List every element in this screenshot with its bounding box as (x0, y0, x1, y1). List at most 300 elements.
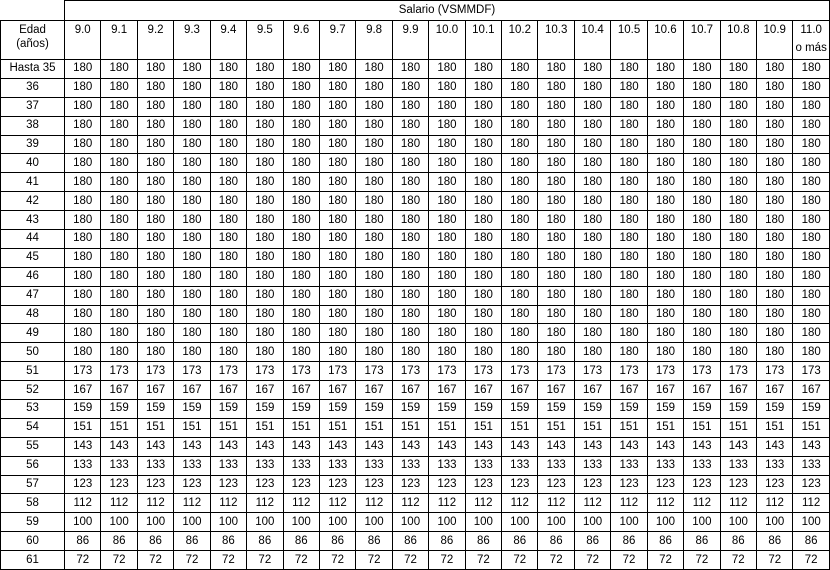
value-cell: 180 (684, 230, 720, 249)
value-cell: 173 (611, 362, 647, 381)
value-cell: 180 (720, 97, 756, 116)
value-cell: 180 (247, 248, 283, 267)
value-cell: 151 (538, 418, 574, 437)
salary-column-label: 9.3 (183, 24, 200, 36)
value-cell: 180 (465, 211, 501, 230)
value-cell: 180 (757, 230, 793, 249)
value-cell: 159 (611, 400, 647, 419)
age-cell: 44 (1, 230, 65, 249)
age-cell: Hasta 35 (1, 60, 65, 79)
value-cell: 167 (538, 381, 574, 400)
value-cell: 180 (101, 135, 137, 154)
table-row (1, 400, 830, 419)
value-cell: 159 (465, 400, 501, 419)
value-cell: 123 (319, 475, 355, 494)
value-cell: 180 (65, 60, 101, 79)
value-cell: 180 (611, 286, 647, 305)
value-cell: 180 (611, 97, 647, 116)
value-cell: 173 (101, 362, 137, 381)
value-cell: 180 (611, 343, 647, 362)
value-cell: 180 (137, 60, 173, 79)
value-cell: 180 (793, 267, 829, 286)
value-cell: 133 (720, 456, 756, 475)
value-cell: 173 (247, 362, 283, 381)
value-cell: 180 (137, 173, 173, 192)
value-cell: 100 (283, 513, 319, 532)
value-cell: 180 (538, 230, 574, 249)
value-cell: 133 (356, 456, 392, 475)
value-cell: 100 (465, 513, 501, 532)
value-cell: 180 (684, 116, 720, 135)
value-cell: 173 (392, 362, 428, 381)
value-cell: 180 (319, 135, 355, 154)
value-cell: 180 (65, 135, 101, 154)
value-cell: 173 (720, 362, 756, 381)
value-cell: 180 (283, 305, 319, 324)
value-cell: 123 (574, 475, 610, 494)
value-cell: 167 (210, 381, 246, 400)
value-cell: 180 (392, 154, 428, 173)
salary-column-header (429, 21, 465, 60)
value-cell: 173 (429, 362, 465, 381)
value-cell: 180 (720, 305, 756, 324)
salary-column-label: 10.2 (508, 24, 531, 36)
value-cell: 72 (647, 551, 683, 570)
value-cell: 180 (101, 97, 137, 116)
value-cell: 180 (392, 286, 428, 305)
age-cell: 54 (1, 418, 65, 437)
value-cell: 180 (502, 173, 538, 192)
value-cell: 167 (465, 381, 501, 400)
value-cell: 180 (574, 343, 610, 362)
value-cell: 180 (574, 173, 610, 192)
value-cell: 180 (137, 324, 173, 343)
value-cell: 180 (647, 116, 683, 135)
value-cell: 180 (137, 343, 173, 362)
value-cell: 180 (429, 60, 465, 79)
value-cell: 180 (684, 211, 720, 230)
age-cell: 37 (1, 97, 65, 116)
salary-column-header (65, 21, 101, 60)
value-cell: 180 (65, 286, 101, 305)
value-cell: 180 (174, 60, 210, 79)
value-cell: 180 (502, 60, 538, 79)
value-cell: 180 (101, 343, 137, 362)
value-cell: 123 (684, 475, 720, 494)
value-cell: 167 (574, 381, 610, 400)
value-cell: 180 (574, 305, 610, 324)
value-cell: 180 (720, 173, 756, 192)
value-cell: 180 (429, 305, 465, 324)
salary-column-label: 9.9 (402, 24, 419, 36)
age-cell: 47 (1, 286, 65, 305)
value-cell: 180 (283, 60, 319, 79)
value-cell: 180 (574, 60, 610, 79)
salary-column-label: 10.4 (581, 24, 604, 36)
value-cell: 180 (356, 305, 392, 324)
value-cell: 180 (429, 154, 465, 173)
value-cell: 123 (793, 475, 829, 494)
value-cell: 133 (247, 456, 283, 475)
value-cell: 123 (356, 475, 392, 494)
value-cell: 180 (210, 248, 246, 267)
value-cell: 143 (356, 437, 392, 456)
value-cell: 100 (247, 513, 283, 532)
salary-column-header (611, 21, 647, 60)
value-cell: 180 (429, 97, 465, 116)
value-cell: 180 (684, 135, 720, 154)
value-cell: 180 (356, 343, 392, 362)
value-cell: 180 (319, 78, 355, 97)
value-cell: 159 (757, 400, 793, 419)
value-cell: 167 (793, 381, 829, 400)
value-cell: 180 (319, 154, 355, 173)
value-cell: 173 (538, 362, 574, 381)
value-cell: 100 (574, 513, 610, 532)
value-cell: 167 (720, 381, 756, 400)
value-cell: 180 (356, 286, 392, 305)
salary-column-header (502, 21, 538, 60)
value-cell: 143 (793, 437, 829, 456)
value-cell: 151 (101, 418, 137, 437)
value-cell: 180 (283, 286, 319, 305)
value-cell: 151 (319, 418, 355, 437)
value-cell: 180 (429, 343, 465, 362)
value-cell: 86 (793, 532, 829, 551)
table-row (1, 286, 830, 305)
value-cell: 180 (247, 343, 283, 362)
salary-column-header (137, 21, 173, 60)
value-cell: 180 (684, 97, 720, 116)
value-cell: 180 (283, 248, 319, 267)
value-cell: 180 (174, 97, 210, 116)
value-cell: 180 (465, 305, 501, 324)
value-cell: 180 (174, 135, 210, 154)
age-cell: 60 (1, 532, 65, 551)
value-cell: 180 (137, 192, 173, 211)
value-cell: 180 (538, 343, 574, 362)
value-cell: 123 (137, 475, 173, 494)
value-cell: 180 (429, 267, 465, 286)
value-cell: 180 (465, 192, 501, 211)
salary-column-label: 9.4 (220, 24, 237, 36)
value-cell: 180 (793, 154, 829, 173)
value-cell: 180 (574, 192, 610, 211)
value-cell: 180 (720, 116, 756, 135)
value-cell: 180 (757, 135, 793, 154)
value-cell: 112 (319, 494, 355, 513)
value-cell: 180 (101, 267, 137, 286)
value-cell: 180 (137, 78, 173, 97)
value-cell: 180 (465, 60, 501, 79)
salary-column-label: 10.0 (435, 24, 459, 36)
value-cell: 143 (720, 437, 756, 456)
value-cell: 180 (793, 343, 829, 362)
value-cell: 86 (720, 532, 756, 551)
value-cell: 180 (720, 230, 756, 249)
value-cell: 180 (283, 173, 319, 192)
value-cell: 86 (538, 532, 574, 551)
value-cell: 180 (356, 192, 392, 211)
value-cell: 180 (392, 305, 428, 324)
age-cell: 49 (1, 324, 65, 343)
value-cell: 180 (101, 154, 137, 173)
age-cell: 41 (1, 173, 65, 192)
value-cell: 180 (356, 97, 392, 116)
value-cell: 100 (502, 513, 538, 532)
age-cell: 51 (1, 362, 65, 381)
value-cell: 159 (793, 400, 829, 419)
value-cell: 159 (319, 400, 355, 419)
table-row (1, 532, 830, 551)
value-cell: 180 (502, 305, 538, 324)
value-cell: 86 (429, 532, 465, 551)
salary-column-label: 10.8 (727, 24, 750, 36)
value-cell: 112 (757, 494, 793, 513)
value-cell: 180 (65, 230, 101, 249)
value-cell: 72 (356, 551, 392, 570)
value-cell: 123 (283, 475, 319, 494)
value-cell: 86 (574, 532, 610, 551)
salary-column-label: 9.5 (256, 24, 273, 36)
value-cell: 180 (720, 248, 756, 267)
value-cell: 180 (611, 211, 647, 230)
value-cell: 180 (65, 343, 101, 362)
value-cell: 180 (319, 248, 355, 267)
value-cell: 86 (174, 532, 210, 551)
value-cell: 159 (392, 400, 428, 419)
value-cell: 180 (684, 60, 720, 79)
value-cell: 180 (647, 230, 683, 249)
table-row (1, 475, 830, 494)
value-cell: 100 (174, 513, 210, 532)
value-cell: 123 (392, 475, 428, 494)
age-cell: 42 (1, 192, 65, 211)
value-cell: 180 (611, 116, 647, 135)
value-cell: 151 (720, 418, 756, 437)
value-cell: 72 (684, 551, 720, 570)
value-cell: 159 (101, 400, 137, 419)
value-cell: 112 (647, 494, 683, 513)
age-cell: 43 (1, 211, 65, 230)
value-cell: 180 (757, 154, 793, 173)
value-cell: 173 (65, 362, 101, 381)
value-cell: 143 (502, 437, 538, 456)
value-cell: 133 (283, 456, 319, 475)
value-cell: 180 (247, 154, 283, 173)
value-cell: 112 (574, 494, 610, 513)
value-cell: 86 (392, 532, 428, 551)
value-cell: 180 (720, 78, 756, 97)
table-row (1, 343, 830, 362)
value-cell: 180 (574, 78, 610, 97)
value-cell: 133 (137, 456, 173, 475)
value-cell: 173 (137, 362, 173, 381)
value-cell: 180 (65, 97, 101, 116)
value-cell: 112 (793, 494, 829, 513)
value-cell: 173 (502, 362, 538, 381)
value-cell: 180 (356, 60, 392, 79)
value-cell: 180 (502, 267, 538, 286)
value-cell: 180 (319, 324, 355, 343)
value-cell: 123 (502, 475, 538, 494)
table-row (1, 267, 830, 286)
age-cell: 39 (1, 135, 65, 154)
value-cell: 180 (247, 78, 283, 97)
value-cell: 180 (502, 97, 538, 116)
value-cell: 180 (174, 305, 210, 324)
salary-column-label: 10.1 (472, 24, 495, 36)
value-cell: 180 (757, 211, 793, 230)
value-cell: 180 (793, 135, 829, 154)
value-cell: 72 (137, 551, 173, 570)
value-cell: 180 (137, 154, 173, 173)
value-cell: 180 (647, 154, 683, 173)
value-cell: 123 (647, 475, 683, 494)
value-cell: 180 (538, 192, 574, 211)
value-cell: 180 (793, 305, 829, 324)
value-cell: 180 (684, 305, 720, 324)
value-cell: 180 (283, 97, 319, 116)
value-cell: 180 (210, 173, 246, 192)
value-cell: 180 (174, 267, 210, 286)
value-cell: 133 (757, 456, 793, 475)
table-row (1, 192, 830, 211)
value-cell: 180 (65, 267, 101, 286)
value-cell: 180 (611, 305, 647, 324)
value-cell: 143 (684, 437, 720, 456)
value-cell: 112 (465, 494, 501, 513)
value-cell: 180 (356, 135, 392, 154)
age-cell: 46 (1, 267, 65, 286)
value-cell: 180 (174, 286, 210, 305)
age-header-line2: (años) (16, 38, 49, 50)
value-cell: 72 (247, 551, 283, 570)
value-cell: 180 (174, 78, 210, 97)
value-cell: 180 (392, 211, 428, 230)
value-cell: 180 (247, 286, 283, 305)
value-cell: 151 (210, 418, 246, 437)
value-cell: 167 (429, 381, 465, 400)
table-body (1, 60, 830, 570)
value-cell: 112 (611, 494, 647, 513)
value-cell: 180 (465, 135, 501, 154)
value-cell: 180 (210, 154, 246, 173)
value-cell: 72 (574, 551, 610, 570)
value-cell: 180 (247, 60, 283, 79)
value-cell: 180 (210, 305, 246, 324)
value-cell: 180 (502, 135, 538, 154)
value-cell: 159 (137, 400, 173, 419)
value-cell: 180 (684, 78, 720, 97)
value-cell: 123 (101, 475, 137, 494)
salary-column-label: 10.3 (545, 24, 568, 36)
age-cell: 55 (1, 437, 65, 456)
value-cell: 180 (538, 324, 574, 343)
value-cell: 72 (101, 551, 137, 570)
value-cell: 180 (647, 135, 683, 154)
salary-column-header (538, 21, 574, 60)
value-cell: 143 (647, 437, 683, 456)
value-cell: 180 (574, 267, 610, 286)
value-cell: 180 (319, 116, 355, 135)
value-cell: 180 (174, 116, 210, 135)
value-cell: 159 (174, 400, 210, 419)
value-cell: 133 (65, 456, 101, 475)
salary-column-header (793, 21, 829, 60)
value-cell: 143 (574, 437, 610, 456)
value-cell: 180 (283, 343, 319, 362)
value-cell: 180 (101, 286, 137, 305)
table-row (1, 230, 830, 249)
value-cell: 100 (101, 513, 137, 532)
value-cell: 180 (101, 192, 137, 211)
value-cell: 167 (392, 381, 428, 400)
salary-column-label: 10.7 (690, 24, 714, 36)
value-cell: 167 (283, 381, 319, 400)
value-cell: 180 (283, 230, 319, 249)
value-cell: 143 (210, 437, 246, 456)
value-cell: 173 (684, 362, 720, 381)
salary-column-header (574, 21, 610, 60)
value-cell: 151 (793, 418, 829, 437)
value-cell: 180 (429, 324, 465, 343)
value-cell: 133 (319, 456, 355, 475)
value-cell: 86 (647, 532, 683, 551)
value-cell: 167 (101, 381, 137, 400)
value-cell: 180 (538, 116, 574, 135)
value-cell: 180 (538, 173, 574, 192)
table-row (1, 173, 830, 192)
value-cell: 180 (210, 286, 246, 305)
value-cell: 173 (356, 362, 392, 381)
value-cell: 180 (793, 230, 829, 249)
salary-column-header (101, 21, 137, 60)
value-cell: 180 (611, 60, 647, 79)
value-cell: 180 (137, 305, 173, 324)
value-cell: 72 (502, 551, 538, 570)
value-cell: 180 (210, 60, 246, 79)
age-cell: 53 (1, 400, 65, 419)
value-cell: 180 (720, 286, 756, 305)
value-cell: 112 (720, 494, 756, 513)
value-cell: 123 (465, 475, 501, 494)
value-cell: 143 (611, 437, 647, 456)
value-cell: 143 (757, 437, 793, 456)
value-cell: 173 (319, 362, 355, 381)
table-row (1, 248, 830, 267)
value-cell: 123 (720, 475, 756, 494)
value-cell: 133 (392, 456, 428, 475)
salary-column-label: 11.0 (800, 24, 822, 36)
value-cell: 151 (647, 418, 683, 437)
value-cell: 167 (684, 381, 720, 400)
value-cell: 180 (319, 267, 355, 286)
value-cell: 180 (647, 192, 683, 211)
value-cell: 86 (502, 532, 538, 551)
value-cell: 180 (502, 286, 538, 305)
value-cell: 100 (319, 513, 355, 532)
value-cell: 180 (356, 211, 392, 230)
value-cell: 180 (611, 173, 647, 192)
value-cell: 159 (429, 400, 465, 419)
value-cell: 151 (465, 418, 501, 437)
value-cell: 100 (538, 513, 574, 532)
value-cell: 180 (137, 286, 173, 305)
value-cell: 180 (647, 97, 683, 116)
value-cell: 133 (611, 456, 647, 475)
value-cell: 180 (101, 173, 137, 192)
